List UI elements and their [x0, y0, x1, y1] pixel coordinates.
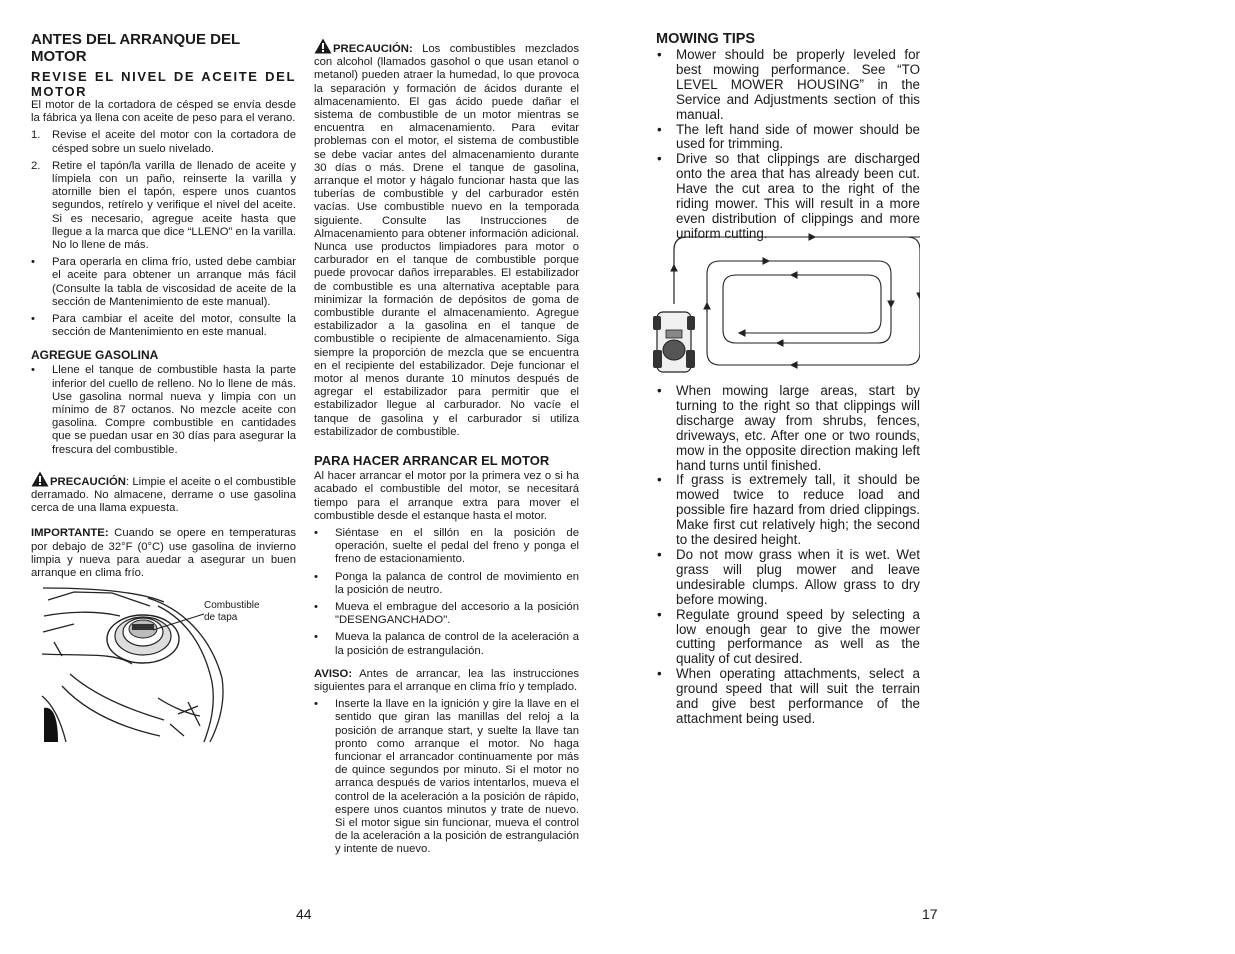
fuel-cap-figure [40, 586, 280, 744]
list-item-text: Mueva la palanca de control de la aceleración a la posición de estrangulación. [335, 631, 579, 657]
caution-text: Los combustibles mezclados con alcohol (llamados gasohol o que usan etanol o metanol) pueden atraer la humedad, lo que provoca la separación y formación de ácidos durante el almacenamiento. El gas ácido puede dañar el sistema de combustible de un motor mientras se encuentra en almacenamiento. Para evitar problemas con el motor, el sistema de combustible se debe vaciar antes del almacenamiento durante 30 días o más. Drene el tanque de gasolina, arranque el motor y hágalo funcionar hasta que las tuberías de combustible y del carburador estén vacías. Use combustible nuevo en la temporada siguiente. Consulte las Instrucciones de Almacenamiento para obtener información adicional. Nunca use productos limpiadores para motor o carburador en el tanque de combustible porque puede provocar daños irreparables. El estabilizador de combustible es una alternativa aceptable para minimizar la formación de depósitos de goma de combustible durante el almacenamiento. Agregue estabilizador a la gasolina en el tanque de combustible o recipiente de almacenamiento. Siga siempre la proporción de mezcla que se encuentra en el recipiente del estabilizador. Deje funcionar el motor al menos durante 10 minutos después de agregar el estabilizador para permitir que el estabilizador llegue al carburador. No vacíe el tanque de gasolina y el carburador si utiliza estabilizador de combustible. [314, 43, 579, 438]
caution-text: : Limpie el aceite o el combustible derramado. No almacene, derrame o use gasolina cerca de una llama expuesta. [31, 475, 296, 515]
list-marker: • [657, 47, 662, 62]
list-item [656, 48, 920, 123]
list-marker: • [657, 121, 662, 137]
left-column [31, 32, 296, 580]
list-item-text: Mueva el embrague del accesorio a la posición "DESENGANCHADO". [335, 600, 579, 627]
list-item-text: Para cambiar el aceite del motor, consulte la sección de Mantenimiento en este manual. [52, 313, 296, 339]
list-item-text: Drive so that clippings are discharged onto the area that has already been cut. Have the cut area to the right of the riding mower. This will result in a more even distribution of clippings and more uniform cutting. [676, 151, 920, 241]
list-marker: • [657, 151, 662, 167]
caution-label: PRECAUCIÓN: [333, 43, 413, 55]
list-item-text: Regulate ground speed by selecting a low enough gear to give the mower cutting performance as well as the quality of cut desired. [676, 606, 920, 667]
list-item-text: The left hand side of mower should be used for trimming. [676, 121, 920, 152]
caution-label: PRECAUCIÓN [50, 475, 126, 488]
warning-icon [31, 471, 49, 487]
list-item [314, 571, 579, 597]
mowing-pattern-diagram [650, 232, 920, 377]
list-item-text: Do not mow grass when it is wet. Wet grass will plug mower and leave undesirable clumps. Allow grass to dry before mowing. [676, 546, 920, 607]
list-item [314, 631, 579, 657]
list-item [656, 152, 920, 241]
fuel-steps [31, 364, 296, 456]
caution-alcohol-fuels [314, 38, 579, 439]
list-marker: • [657, 546, 662, 562]
notice [314, 668, 579, 694]
list-item-text: Ponga la palanca de control de movimiento en la posición de neutro. [335, 570, 579, 596]
list-marker: • [314, 600, 318, 613]
oil-intro: El motor de la cortadora de césped se envía desde la fábrica ya llena con aceite de peso para el verano. [31, 99, 296, 125]
important-note [31, 527, 296, 580]
list-item-text: If grass is extremely tall, it should be mowed twice to reduce load and possible fire hazard from dried clippings. Make first cut relatively high; the second to the desired height. [676, 472, 920, 548]
list-item [656, 473, 920, 548]
list-item [656, 548, 920, 608]
figure-label-fuel: Combustible [204, 600, 260, 611]
list-item-text: Inserte la llave en la ignición y gire la llave en el sentido que giran las manillas del reloj a la posición de arranque start, y suelte la llave tan pronto como arranque el motor. No haga funcionar el arrancador continuamente por más de quince segundos por minuto. Si el motor no arranca después de varios intentarlos, mueva el control de la aceleración a la posición de rápido, espere unos cuantos minutos y trate de nuevo. Si el motor sigue sin funcionar, mueva el control de la aceleración a la posición de estrangulación y intente de nuevo. [335, 698, 579, 856]
list-item [31, 256, 296, 309]
list-item [314, 527, 579, 567]
list-marker: • [314, 631, 318, 644]
section-title: ANTES DEL ARRANQUE DEL MOTOR [31, 31, 240, 65]
list-marker: 1. [31, 129, 41, 142]
tips-top [656, 48, 920, 242]
list-marker: • [314, 526, 318, 539]
list-item-text: Siéntase en el sillón en la posición de operación, suelte el pedal del freno y ponga el freno de estacionamiento. [335, 526, 579, 566]
middle-column [314, 38, 579, 857]
important-label: IMPORTANTE: [31, 527, 109, 540]
oil-steps [31, 129, 296, 339]
list-marker: • [31, 256, 35, 269]
tips-bottom [656, 384, 920, 727]
list-item-text: Mower should be properly leveled for best mowing performance. See “TO LEVEL MOWER HOUSING” in the Service and Adjustments section of this manual. [676, 47, 920, 122]
figure-label-cap: de tapa [204, 612, 238, 623]
list-item-text: Llene el tanque de combustible hasta la parte inferior del cuello de relleno. No lo llene de más. Use gasolina normal nueva y limpia con un mínimo de 87 octanos. No mezcle aceite con gasolina. Compre combustible en cantidades que se puedan usar en 30 días para asegurar la frescura del combustible. [52, 364, 296, 456]
list-item [314, 601, 579, 627]
caution-fuel-spill [31, 471, 296, 516]
right-column [656, 32, 920, 242]
list-item-text: When mowing large areas, start by turning to the right so that clippings will discharge away from shrubs, fences, driveways, etc. After one or two rounds, mow in the opposite direction making left hand turns until finished. [676, 383, 920, 473]
fuel-heading: AGREGUE GASOLINA [31, 348, 159, 363]
list-marker: • [314, 698, 318, 711]
list-item [31, 129, 296, 155]
list-marker: • [657, 472, 662, 488]
notice-text: Antes de arrancar, lea las instrucciones siguientes para el arranque en clima frío y templado. [314, 667, 579, 693]
list-item-text: When operating attachments, select a ground speed that will suit the terrain and give best performance of the attachment being used. [676, 666, 920, 726]
list-marker: • [657, 666, 662, 682]
list-marker: • [31, 364, 35, 377]
key-steps [314, 698, 579, 856]
list-item-text: Retire el tapón/la varilla de llenado de aceite y límpiela con un paño, reinserte la varilla y atornille bien el tapón, espere unos cuantos segundos, retírelo y verifique el nivel del aceite. Si es necesario, agregue aceite hasta que llegue a la marca que dice “LLENO” en la varilla. No lo llene de más. [52, 159, 296, 252]
list-item [656, 608, 920, 668]
start-intro: Al hacer arrancar el motor por la primera vez o si ha acabado el combustible del motor, se necesitará tiempo para el arranque extra para mover el combustible desde el estanque hasta el motor. [314, 470, 579, 522]
mowing-tips-heading: MOWING TIPS [656, 31, 756, 47]
list-marker: 2. [31, 159, 41, 172]
oil-heading: REVISE EL NIVEL DE ACEITE DEL MOTOR [31, 69, 296, 99]
important-text: Cuando se opere en temperaturas por debajo de 32°F (0°C) use gasolina de invierno limpia y nueva para auedar a asegurar un buen arranque en clima frío. [31, 527, 296, 580]
list-item [314, 698, 579, 856]
warning-icon [314, 38, 332, 54]
list-item [656, 384, 920, 473]
list-item-text: Revise el aceite del motor con la cortadora de césped sobre un suelo nivelado. [52, 129, 296, 155]
start-steps [314, 527, 579, 658]
list-marker: • [657, 606, 662, 622]
list-item [656, 667, 920, 727]
list-item [656, 123, 920, 153]
list-marker: • [31, 313, 35, 326]
riding-mower-icon [653, 312, 695, 372]
notice-label: AVISO: [314, 667, 353, 680]
list-item [31, 313, 296, 339]
list-item-text: Para operarla en clima frío, usted debe cambiar el aceite para obtener un arranque más fácil (Consulte la tabla de viscosidad de aceite de la sección de Mantenimiento de este manual). [52, 256, 296, 308]
list-item [31, 364, 296, 456]
page-number-right: 17 [922, 906, 938, 922]
page-number-left: 44 [296, 906, 312, 922]
list-marker: • [314, 570, 318, 583]
right-column-continued [656, 384, 920, 727]
list-marker: • [657, 383, 662, 398]
list-item [31, 160, 296, 252]
start-heading: PARA HACER ARRANCAR EL MOTOR [314, 453, 550, 469]
